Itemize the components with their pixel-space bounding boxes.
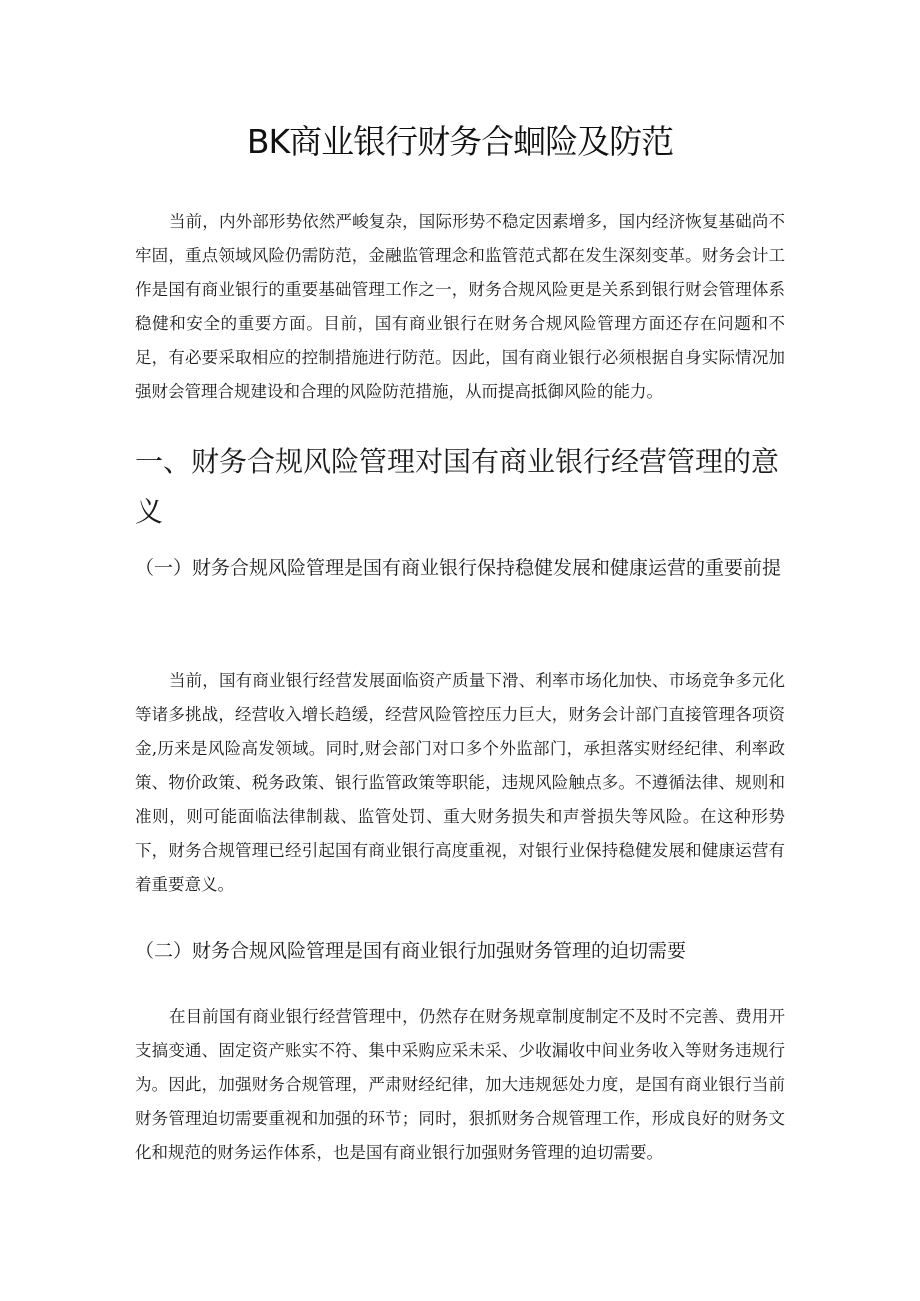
subsection-heading: （二）财务合规风险管理是国有商业银行加强财务管理的迫切需要 [135,940,687,962]
section-heading: 一、财务合规风险管理对国有商业银行经营管理的意义 [135,445,780,528]
body-paragraph: 当前，国有商业银行经营发展面临资产质量下滑、利率市场化加快、市场竞争多元化等诸多挑战，经营收入增长趋缓，经营风险管控压力巨大，财务会计部门直接管理各项资金,历来是风险高发领域。同时,财会部门对口多个外监部门，承担落实财经纪律、利率政策、物价政策、税务政策、银行监管政策等职能，违规风险触点多。不遵循法律、规则和准则，则可能面临法律制裁、监管处罚、重大财务损失和声誉损失等风险。在这种形势下，财务合规管理已经引起国有商业银行高度重视，对银行业保持稳健发展和健康运营有着重要意义。 [135,671,785,894]
subsection-heading: （一）财务合规风险管理是国有商业银行保持稳健发展和健康运营的重要前提 [135,557,782,579]
body-paragraph: 在目前国有商业银行经营管理中，仍然存在财务规章制度制定不及时不完善、费用开支搞变通、固定资产账实不符、集中采购应采未采、少收漏收中间业务收入等财务违规行为。因此，加强财务合规管理，严肃财经纪律，加大违规惩处力度，是国有商业银行当前财务管理迫切需要重视和加强的环节；同时，狠抓财务合规管理工作，形成良好的财务文化和规范的财务运作体系，也是国有商业银行加强财务管理的迫切需要。 [135,1007,785,1162]
document-title: BK商业银行财务合蛔险及防范 [246,122,674,161]
intro-paragraph: 当前，内外部形势依然严峻复杂，国际形势不稳定因素增多，国内经济恢复基础尚不牢固，重点领域风险仍需防范，金融监管理念和监管范式都在发生深刻变革。财务会计工作是国有商业银行的重要基础管理工作之一，财务合规风险更是关系到银行财会管理体系稳健和安全的重要方面。目前，国有商业银行在财务合规风险管理方面还存在问题和不足，有必要采取相应的控制措施进行防范。因此，国有商业银行必须根据自身实际情况加强财会管理合规建设和合理的风险防范措施，从而提高抵御风险的能力。 [135,212,785,401]
